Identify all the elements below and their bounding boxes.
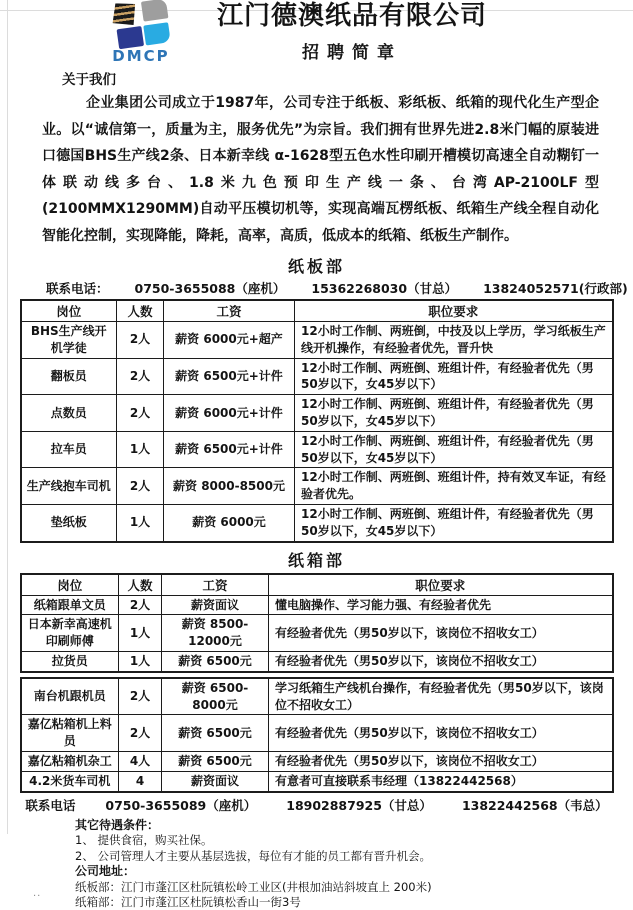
cell-requirement: 有经验者优先（男50岁以下，该岗位不招收女工） xyxy=(269,715,613,752)
cell-count: 2人 xyxy=(117,322,164,359)
cell-salary: 薪资 6500元+计件 xyxy=(164,431,295,468)
phone-manager-gan: 15362268030（甘总） xyxy=(311,281,458,296)
cell-requirement: 12小时工作制、两班倒、班组计件，有经验者优先（男50岁以下，女45岁以下） xyxy=(295,358,613,395)
cell-count: 4人 xyxy=(119,751,162,771)
contact-label: 联系电话 xyxy=(25,797,76,813)
cell-count: 1人 xyxy=(117,431,164,468)
phone-manager-wei: 13822442568（韦总） xyxy=(461,797,608,813)
table-row xyxy=(21,504,613,541)
cell-salary: 薪资 6500-8000元 xyxy=(162,678,269,715)
table-row xyxy=(21,678,613,715)
logo-tile-gray-icon xyxy=(141,0,169,22)
cell-count: 2人 xyxy=(119,595,162,615)
cell-post: 生产线抱车司机 xyxy=(21,468,117,505)
logo-tile-stripes-icon xyxy=(110,1,138,28)
cell-salary: 薪资 6000元+超产 xyxy=(164,322,295,359)
col-header-salary: 工资 xyxy=(162,574,269,596)
cell-post: 纸箱跟单文员 xyxy=(21,595,119,615)
cell-post: 嘉亿粘箱机杂工 xyxy=(21,751,119,771)
cell-requirement: 有经验者优先（男50岁以下，该岗位不招收女工） xyxy=(269,651,613,671)
cell-count: 1人 xyxy=(117,504,164,541)
col-header-requirement: 职位要求 xyxy=(295,300,613,322)
table-row xyxy=(21,615,613,652)
col-header-post: 岗位 xyxy=(21,574,119,596)
table-row xyxy=(21,431,613,468)
cell-post: 南台机跟机员 xyxy=(21,678,119,715)
col-header-post: 岗位 xyxy=(21,300,117,322)
cell-salary: 薪资 8500-12000元 xyxy=(162,615,269,652)
contact-label: 联系电话： xyxy=(46,281,109,296)
col-header-count: 人数 xyxy=(117,300,164,322)
benefit-item: 2、 公司管理人才主要从基层选拔，每位有才能的员工都有晋升机会。 xyxy=(75,848,431,863)
board-contact-line xyxy=(0,279,633,297)
logo-tile-navy-icon xyxy=(117,26,145,49)
cell-requirement: 12小时工作制、两班倒、班组计件，有经验者优先（男50岁以下，女45岁以下） xyxy=(295,395,613,432)
section-heading-board: 纸板部 xyxy=(287,257,345,276)
cell-count: 2人 xyxy=(117,468,164,505)
about-heading: 关于我们 xyxy=(62,72,116,88)
col-header-salary: 工资 xyxy=(164,300,295,322)
about-paragraph: 企业集团公司成立于1987年，公司专注于纸板、彩纸板、纸箱的现代化生产型企业。以“诚信第一，质量为主，服务优先”为宗旨。我们拥有世界先进2.8米门幅的原装进口德国BHS生产线2条、日本新幸线 α-1628型五色水性印刷开槽模切高速全自动糊钉一体联动线多台、1.8米九色预印生产线一条、台湾AP-2100LF型(2100MMX1290MM)自动平压模切机等，实现高端瓦楞纸板、纸箱生产线全程自动化智能化控制，实现降能，降耗，高率，高质，低成本的纸箱、纸板生产制作。 xyxy=(42,95,599,244)
logo-tile-cyan-icon xyxy=(143,22,171,45)
cell-count: 1人 xyxy=(119,651,162,671)
carton-recruitment-table-part1 xyxy=(20,573,614,673)
phone-landline: 0750-3655088（座机） xyxy=(134,281,286,296)
board-recruitment-table xyxy=(20,299,614,543)
cell-count: 4 xyxy=(119,771,162,791)
logo-text: DMCP xyxy=(112,47,170,65)
cell-count: 2人 xyxy=(119,678,162,715)
address-item-board: 纸板部：江门市蓬江区杜阮镇松岭工业区(井根加油站斜坡直上 200米) xyxy=(75,879,432,894)
phone-manager-gan: 18902887925（甘总） xyxy=(286,797,432,813)
benefit-item: 1、 提供食宿，购买社保。 xyxy=(75,833,213,848)
footer-section xyxy=(75,818,633,910)
cell-salary: 薪资面议 xyxy=(162,771,269,791)
cell-salary: 薪资面议 xyxy=(162,595,269,615)
cell-post: 翻板员 xyxy=(21,358,117,395)
cell-post: 垫纸板 xyxy=(21,504,117,541)
cell-post: 嘉亿粘箱机上料员 xyxy=(21,715,119,752)
col-header-count: 人数 xyxy=(119,574,162,596)
cell-salary: 薪资 6500元 xyxy=(162,651,269,671)
cell-requirement: 有经验者优先（男50岁以下，该岗位不招收女工） xyxy=(269,615,613,652)
cell-count: 2人 xyxy=(117,395,164,432)
carton-contact-line xyxy=(0,796,633,814)
cell-salary: 薪资 6500元 xyxy=(162,751,269,771)
page-corner-marks: ·· xyxy=(33,890,42,902)
cell-requirement: 有意者可直接联系韦经理（13822442568） xyxy=(269,771,613,791)
cell-requirement: 12小时工作制、两班倒、班组计件，持有效叉车证，有经验者优先。 xyxy=(295,468,613,505)
phone-landline: 0750-3655089（座机） xyxy=(105,797,257,813)
phone-admin-dept: 13824052571(行政部) xyxy=(483,281,628,296)
cell-salary: 薪资 8000-8500元 xyxy=(164,468,295,505)
flyer-subtitle: 招聘简章 xyxy=(302,43,402,63)
cell-post: 4.2米货车司机 xyxy=(21,771,119,791)
carton-recruitment-table-part2 xyxy=(20,677,614,793)
cell-requirement: 12小时工作制、两班倒、班组计件，有经验者优先（男50岁以下，女45岁以下） xyxy=(295,431,613,468)
cell-post: 日本新幸高速机印刷师傅 xyxy=(21,615,119,652)
table-row xyxy=(21,715,613,752)
table-row xyxy=(21,358,613,395)
cell-post: 拉货员 xyxy=(21,651,119,671)
cell-requirement: 学习纸箱生产线机台操作，有经验者优先（男50岁以下，该岗位不招收女工） xyxy=(269,678,613,715)
cell-requirement: 12小时工作制、两班倒，中技及以上学历，学习纸板生产线开机操作，有经验者优先，晋升快 xyxy=(295,322,613,359)
table-row xyxy=(21,651,613,671)
table-row xyxy=(21,595,613,615)
document-header xyxy=(0,0,633,65)
benefits-heading: 其它待遇条件： xyxy=(75,817,160,832)
cell-post: 点数员 xyxy=(21,395,117,432)
table-row xyxy=(21,751,613,771)
table-row xyxy=(21,322,613,359)
cell-requirement: 懂电脑操作、学习能力强、有经验者优先 xyxy=(269,595,613,615)
cell-salary: 薪资 6000元 xyxy=(164,504,295,541)
table-row xyxy=(21,771,613,791)
table-row xyxy=(21,395,613,432)
table-row xyxy=(21,468,613,505)
logo-tiles-icon xyxy=(110,0,172,50)
cell-count: 2人 xyxy=(117,358,164,395)
table-header-row xyxy=(21,300,613,322)
cell-requirement: 有经验者优先（男50岁以下，该岗位不招收女工） xyxy=(269,751,613,771)
company-title: 江门德澳纸品有限公司 xyxy=(216,1,487,31)
title-block xyxy=(170,0,534,63)
section-heading-carton: 纸箱部 xyxy=(287,550,345,570)
cell-count: 1人 xyxy=(119,615,162,652)
cell-salary: 薪资 6500元 xyxy=(162,715,269,752)
cell-requirement: 12小时工作制、两班倒、班组计件，有经验者优先（男50岁以下，女45岁以下） xyxy=(295,504,613,541)
table-header-row xyxy=(21,574,613,596)
cell-count: 2人 xyxy=(119,715,162,752)
cell-salary: 薪资 6500元+计件 xyxy=(164,358,295,395)
address-item-carton: 纸箱部：江门市蓬江区杜阮镇松香山一街3号 xyxy=(75,894,301,909)
cell-post: 拉车员 xyxy=(21,431,117,468)
address-heading: 公司地址： xyxy=(75,863,136,878)
cell-post: BHS生产线开机学徒 xyxy=(21,322,117,359)
col-header-requirement: 职位要求 xyxy=(269,574,613,596)
cell-salary: 薪资 6000元+计件 xyxy=(164,395,295,432)
